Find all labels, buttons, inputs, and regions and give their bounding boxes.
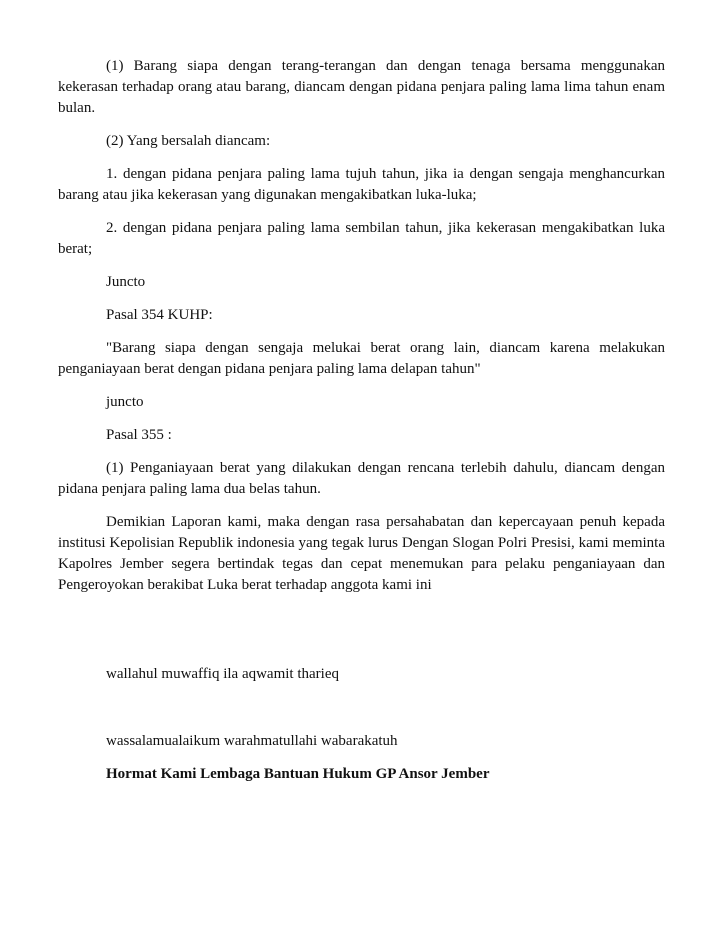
signature-line: Hormat Kami Lembaga Bantuan Hukum GP Ansor Jember	[106, 766, 490, 782]
paragraph-juncto-2: juncto	[106, 394, 144, 410]
closing-line-2: wassalamualaikum warahmatullahi wabarakatuh	[106, 733, 398, 749]
paragraph-point-2: 2. dengan pidana penjara paling lama sembilan tahun, jika kekerasan mengakibatkan luka berat;	[58, 220, 665, 257]
spacer	[58, 697, 665, 731]
paragraph-point-1: 1. dengan pidana penjara paling lama tujuh tahun, jika ia dengan sengaja menghancurkan barang atau jika kekerasan yang digunakan mengakibatkan luka-luka;	[58, 166, 665, 203]
paragraph-quote-354: "Barang siapa dengan sengaja melukai berat orang lain, diancam karena melakukan penganiayaan berat dengan pidana penjara paling lama delapan tahun"	[58, 340, 665, 377]
paragraph-pasal-354: Pasal 354 KUHP:	[106, 307, 213, 323]
document-page	[58, 56, 665, 797]
paragraph-pasal-355: Pasal 355 :	[106, 427, 172, 443]
paragraph-ayat-2: (2) Yang bersalah diancam:	[106, 133, 271, 149]
closing-line-1: wallahul muwaffiq ila aqwamit tharieq	[106, 666, 339, 682]
paragraph-closing-request: Demikian Laporan kami, maka dengan rasa persahabatan dan kepercayaan penuh kepada institusi Kepolisian Republik indonesia yang tegak lurus Dengan Slogan Polri Presisi, kami meminta Kapolres Jember segera bertindak tegas dan cepat menemukan para pelaku penganiayaan dan Pengeroyokan berakibat Luka berat terhadap anggota kami ini	[58, 514, 665, 593]
paragraph-ayat-355-1: (1) Penganiayaan berat yang dilakukan dengan rencana terlebih dahulu, diancam dengan pidana penjara paling lama dua belas tahun.	[58, 460, 665, 497]
spacer	[58, 608, 665, 664]
paragraph-ayat-1: (1) Barang siapa dengan terang-terangan dan dengan tenaga bersama menggunakan kekerasan terhadap orang atau barang, diancam dengan pidana penjara paling lama lima tahun enam bulan.	[58, 58, 665, 116]
paragraph-juncto-1: Juncto	[106, 274, 146, 290]
